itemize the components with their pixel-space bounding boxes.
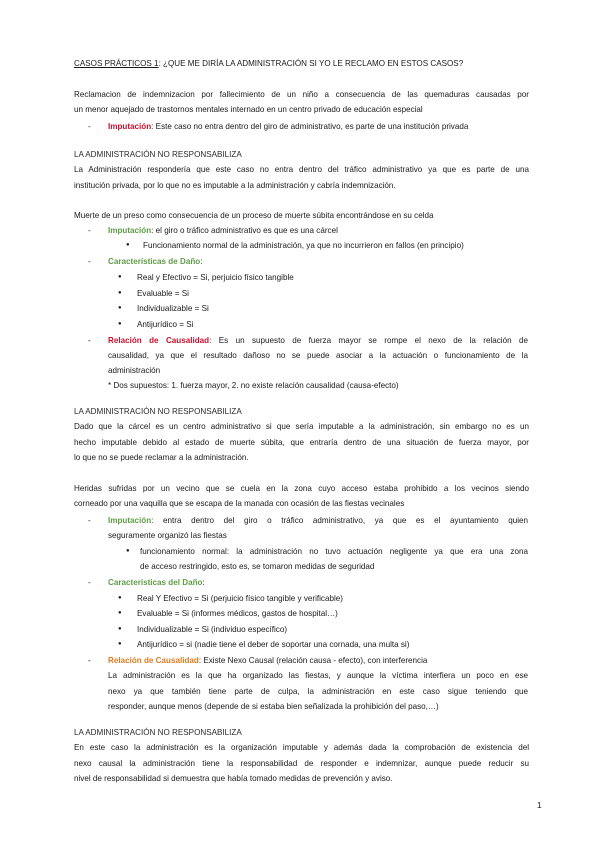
title-rest: : ¿QUE ME DIRÍA LA ADMINISTRACIÓN SI YO LE RECLAMO EN ESTOS CASOS? bbox=[158, 59, 464, 68]
dash-marker: - bbox=[88, 226, 91, 235]
bullet-marker: ● bbox=[118, 305, 122, 311]
imputacion-label: Imputación bbox=[108, 226, 152, 235]
imputacion-text: : entra dentro del giro o tráfico administrativo, ya que es el ayuntamiento quien bbox=[151, 516, 528, 525]
case1-imputacion bbox=[108, 121, 528, 132]
case3-intro-line2: corneado por una vaquilla que se escapa de la manada con ocasión de las fiestas vecinales bbox=[74, 499, 405, 508]
case2-imputacion bbox=[108, 225, 528, 236]
case3-conclusion-line1: En este caso la administración es la organización imputable y además dada la comprobación de existencia del bbox=[74, 743, 529, 752]
page-number: 1 bbox=[537, 800, 542, 810]
case3-danio-item: Real Y Efectivo = Si (perjuicio físico tangible y verificable) bbox=[137, 594, 343, 603]
dash-marker: - bbox=[88, 257, 91, 266]
title-lead: CASOS PRÁCTICOS 1 bbox=[74, 59, 159, 68]
bullet-marker: ● bbox=[118, 626, 122, 632]
causal-label: Relación de Causalidad bbox=[108, 656, 199, 665]
case3-causal-heading bbox=[108, 655, 528, 666]
case2-causal-line2: causalidad, ya que el resultado dañoso no se puede asociar a la actuación o funcionamiento de la bbox=[108, 351, 528, 360]
case2-conclusion-line2: hecho imputable debido al estado de muerte súbita, que entraría dentro de una situación de fuerza mayor, por bbox=[74, 438, 529, 447]
case2-causal-line1 bbox=[108, 335, 528, 346]
case2-intro: Muerte de un preso como consecuencia de un proceso de muerte súbita encontrándose en su celda bbox=[74, 211, 434, 220]
case1-conclusion-line2: institución privada, por lo que no es imputable a la administración y cabría indemnización. bbox=[74, 181, 396, 190]
case3-danio-heading bbox=[108, 577, 528, 588]
case3-imputacion-line2: seguramente organizó las fiestas bbox=[108, 531, 227, 540]
case3-heading: LA ADMINISTRACIÓN NO RESPONSABILIZA bbox=[74, 728, 242, 737]
case3-danio-item: Individualizable = Si (individuo específico) bbox=[137, 625, 288, 634]
case3-imputacion-sub-line1: funcionamiento normal: la administración no tuvo actuación negligente ya que era una zona bbox=[140, 547, 528, 556]
danio-label: Características del Daño bbox=[108, 578, 203, 587]
case2-causal-line3: administración bbox=[108, 366, 161, 375]
case1-heading: LA ADMINISTRACIÓN NO RESPONSABILIZA bbox=[74, 150, 242, 159]
bullet-marker: ● bbox=[118, 321, 122, 327]
case3-causal-line2: nexo ya que también tiene parte de culpa, la administración en este caso sigue teniendo que bbox=[108, 687, 528, 696]
case2-imputacion-sub: Funcionamiento normal de la administración, ya que no incurrieron en fallos (en principio) bbox=[143, 241, 464, 250]
dash-marker: - bbox=[88, 656, 91, 665]
bullet-marker: ● bbox=[118, 274, 122, 280]
causal-text: : Existe Nexo Causal (relación causa - efecto), con interferencia bbox=[198, 656, 428, 665]
danio-label: Características de Daño bbox=[108, 257, 201, 266]
case3-causal-line1: La administración es la que ha organizado las fiestas, y aunque la víctima interfiera un poco en ese bbox=[108, 671, 528, 680]
case3-danio-item: Antijurídico = si (nadie tiene el deber de soportar una cornada, una multa si) bbox=[137, 640, 410, 649]
case2-causal-note: * Dos supuestos: 1. fuerza mayor, 2. no existe relación causalidad (causa-efecto) bbox=[108, 381, 399, 390]
case3-intro-line1: Heridas sufridas por un vecino que se cuela en la zona cuyo acceso estaba prohibido a los vecinos siendo bbox=[74, 484, 529, 493]
causal-text: : Es un supuesto de fuerza mayor se rompe el nexo de la relación de bbox=[209, 336, 528, 345]
imputacion-label: Imputación bbox=[108, 516, 152, 525]
case1-intro-line2: un menor aquejado de trastornos mentales internado en un centro privado de educación especial bbox=[74, 105, 423, 114]
case2-conclusion-line3: lo que no se puede reclamar a la administración. bbox=[74, 453, 249, 462]
dash-marker: - bbox=[88, 516, 91, 525]
dash-marker: - bbox=[88, 578, 91, 587]
case1-intro-line1: Reclamacion de indemnizacion por fallecimiento de un niño a consecuencia de las quemaduras causadas por bbox=[74, 90, 529, 99]
case3-conclusion-line2: nexo causal la administración tiene la responsabilidad de responder e indemnizar, aunque puede reducir su bbox=[74, 759, 529, 768]
bullet-marker: ● bbox=[118, 641, 122, 647]
case2-danio-item: Evaluable = Si bbox=[137, 289, 189, 298]
imputacion-text: : Este caso no entra dentro del giro de administrativo, es parte de una institución privada bbox=[151, 122, 469, 131]
case2-danio-heading bbox=[108, 256, 528, 267]
case3-imputacion-sub-line2: de acceso restringido, esto es, se tomaron medidas de seguridad bbox=[140, 562, 375, 571]
causal-label: Relación de Causalidad bbox=[108, 336, 210, 345]
case2-conclusion-line1: Dado que la cárcel es un centro administrativo si que sería imputable a la administración, sin embargo no es un bbox=[74, 422, 529, 431]
danio-colon: : bbox=[200, 257, 203, 266]
case2-danio-item: Real y Efectivo = Si, perjuicio físico tangible bbox=[137, 273, 294, 282]
case2-danio-item: Antijurídico = Si bbox=[137, 320, 194, 329]
bullet-marker: ● bbox=[126, 242, 130, 248]
case3-imputacion-line1 bbox=[108, 515, 528, 526]
case2-heading: LA ADMINISTRACIÓN NO RESPONSABILIZA bbox=[74, 407, 242, 416]
bullet-marker: ● bbox=[118, 595, 122, 601]
case3-conclusion-line3: nivel de responsabilidad si demuestra que había tomado medidas de prevención y aviso. bbox=[74, 774, 393, 783]
bullet-marker: ● bbox=[118, 610, 122, 616]
case3-danio-item: Evaluable = Si (informes médicos, gastos de hospital…) bbox=[137, 609, 338, 618]
page-title bbox=[74, 58, 529, 69]
bullet-marker: ● bbox=[118, 290, 122, 296]
imputacion-label: Imputación bbox=[108, 122, 152, 131]
dash-marker: - bbox=[88, 336, 91, 345]
case1-conclusion-line1: La Administración respondería que este caso no entra dentro del tráfico administrativo ya que es parte de una bbox=[74, 165, 529, 174]
bullet-marker: ● bbox=[126, 548, 130, 554]
imputacion-text: : el giro o tráfico administrativo es que es una cárcel bbox=[151, 226, 338, 235]
case2-danio-item: Individualizable = Si bbox=[137, 304, 209, 313]
danio-colon: : bbox=[202, 578, 205, 587]
dash-marker: - bbox=[88, 122, 91, 131]
case3-causal-line3: responder, aunque menos (depende de si estaba bien señalizada la prohibición del paso,…) bbox=[108, 702, 439, 711]
